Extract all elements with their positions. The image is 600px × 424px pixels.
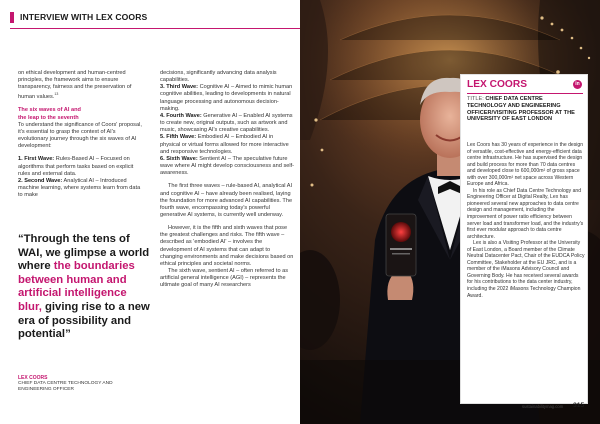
page-number: 315 <box>573 402 585 409</box>
paragraph-text: on ethical development and human-centred principles, the framework aims to ensure transparency, fairness and the preservation of human values. <box>18 70 132 101</box>
bio-paragraph: In his role as Chief Data Centre Technology and Engineering Officer at Digital Realty, Lex has pioneered several new approaches to data centre design and management, including the improvement of power ratio efficiency between server load and transformer load, and the industry's first ever modular approach to data centre architecture. <box>467 187 584 240</box>
bio-paragraph: Lex Coors has 30 years of experience in the design of versatile, cost-effective and energy-efficient data centre infrastructure. He has supervised the design and build process for more than 70 data centres and developed close to 600,000m² of gross space with over 300,000m² net space across Western Europe and Africa. <box>467 142 584 188</box>
paragraph: The first three waves – rule-based AI, analytical AI and cognitive AI – have already been realised, laying the foundation for more advanced AI capabilities. The fourth wave, encompassing today's powerful generative AI systems, is currently well underway. <box>160 183 293 218</box>
award-text <box>390 248 412 250</box>
wave-label: 2. Second Wave: <box>18 177 63 184</box>
bio-text <box>467 142 585 299</box>
paragraph: However, it is the fifth and sixth waves that pose the greatest challenges and risks. The fifth wave – described as 'embodied AI' – involves the development of AI systems that can adapt to changing environments and make decisions based on ethical principles and societal norms. <box>160 225 294 267</box>
wave-text: Rules-Based AI – Focused on algorithms that perform tasks based on explicit rules and external data. <box>18 156 134 177</box>
wave-label: 1. First Wave: <box>18 156 55 163</box>
wave-item <box>160 113 294 134</box>
header-divider <box>10 28 300 29</box>
quote-author: LEX COORS <box>18 375 48 381</box>
wave-item <box>18 156 142 177</box>
header-accent-bar <box>10 12 14 23</box>
paragraph: decisions, significantly advancing data analysis capabilities. <box>160 70 277 84</box>
bio-paragraph: Lex is also a Visiting Professor at the University of East London, a Board member of the Climate Neutral Datacenter Pact, Chair of the EUDCA Policy Committee, Stakeholder at the EU JRC, and is a member of the iMasons Advisory Council and Governing Body. He has received several awards for his contributions to the data center industry, including the 2022 iMasons Technology Champion Award. <box>467 240 585 299</box>
wave-text: Analytical AI – Introduced machine learning, where systems learn from data to make <box>18 177 141 199</box>
quote-highlight: the boundaries between human and artificial intelligence blur, <box>18 260 135 313</box>
subheading <box>18 107 142 121</box>
quote-text: “Through the tens of WAI, we glimpse a world where <box>18 233 150 273</box>
subheading-line-2: the leap to the seventh <box>18 114 79 121</box>
award-text <box>392 253 410 255</box>
bio-title <box>467 96 583 123</box>
bio-title-label: TITLE: <box>467 96 486 102</box>
bio-divider <box>467 93 583 94</box>
wave-text: Embodied AI – Embodied AI in physical or virtual forms allowed for more interactive and responsive technologies. <box>160 134 289 155</box>
quote-author-role: CHIEF DATA CENTRE TECHNOLOGY AND ENGINEERING OFFICER <box>18 381 113 392</box>
bio-box <box>460 74 588 404</box>
wave-label: 6. Sixth Wave: <box>160 155 198 162</box>
footnote-ref: 13 <box>54 92 59 97</box>
wave-text: Cognitive AI – Aimed to mimic human cognitive abilities, leading to developments in natural language processing and autonomous decision-making. <box>160 84 293 112</box>
quote-text: giving rise to a new era of possibility and potential” <box>18 300 150 341</box>
paragraph <box>18 70 142 101</box>
wave-label: 5. Fifth Wave: <box>160 134 197 141</box>
paragraph: The sixth wave, sentient AI – often referred to as artificial general intelligence (AGI) – represents the ultimate goal of many AI researchers <box>160 268 289 289</box>
article-column-1 <box>18 70 142 199</box>
bio-title-value: CHIEF DATA CENTRE TECHNOLOGY AND ENGINEERING OFFICER/VISITING PROFESSOR AT THE UNIVERSITY OF EAST LONDON <box>467 96 575 123</box>
subheading-line-1: The six waves of AI and <box>18 107 81 114</box>
wave-text: Sentient AI – The speculative future wave where AI might develop consciousness and self-awareness. <box>160 155 295 177</box>
wave-item <box>160 156 294 177</box>
wave-item <box>160 134 294 155</box>
footer-url[interactable]: sustainabilitymag.com <box>522 404 564 409</box>
wave-label: 3. Third Wave: <box>160 84 199 91</box>
section-header: INTERVIEW WITH LEX COORS <box>20 12 148 22</box>
pull-quote <box>18 233 153 342</box>
paragraph: To understand the significance of Coors' proposal, it's essential to grasp the context of AI's evolutionary journey through the six waves of AI development: <box>18 121 142 150</box>
article-column-2 <box>160 70 294 296</box>
wave-item <box>18 178 142 199</box>
linkedin-icon[interactable]: in <box>573 80 582 89</box>
wave-label: 4. Fourth Wave: <box>160 112 202 119</box>
wave-item <box>160 84 294 113</box>
wave-text: Generative AI – Enabled AI systems to create new, original outputs, such as artwork and music, showcasing AI's creative capabilities. <box>160 112 293 134</box>
bio-name: LEX COORS <box>467 79 528 90</box>
award-emblem <box>391 222 411 242</box>
